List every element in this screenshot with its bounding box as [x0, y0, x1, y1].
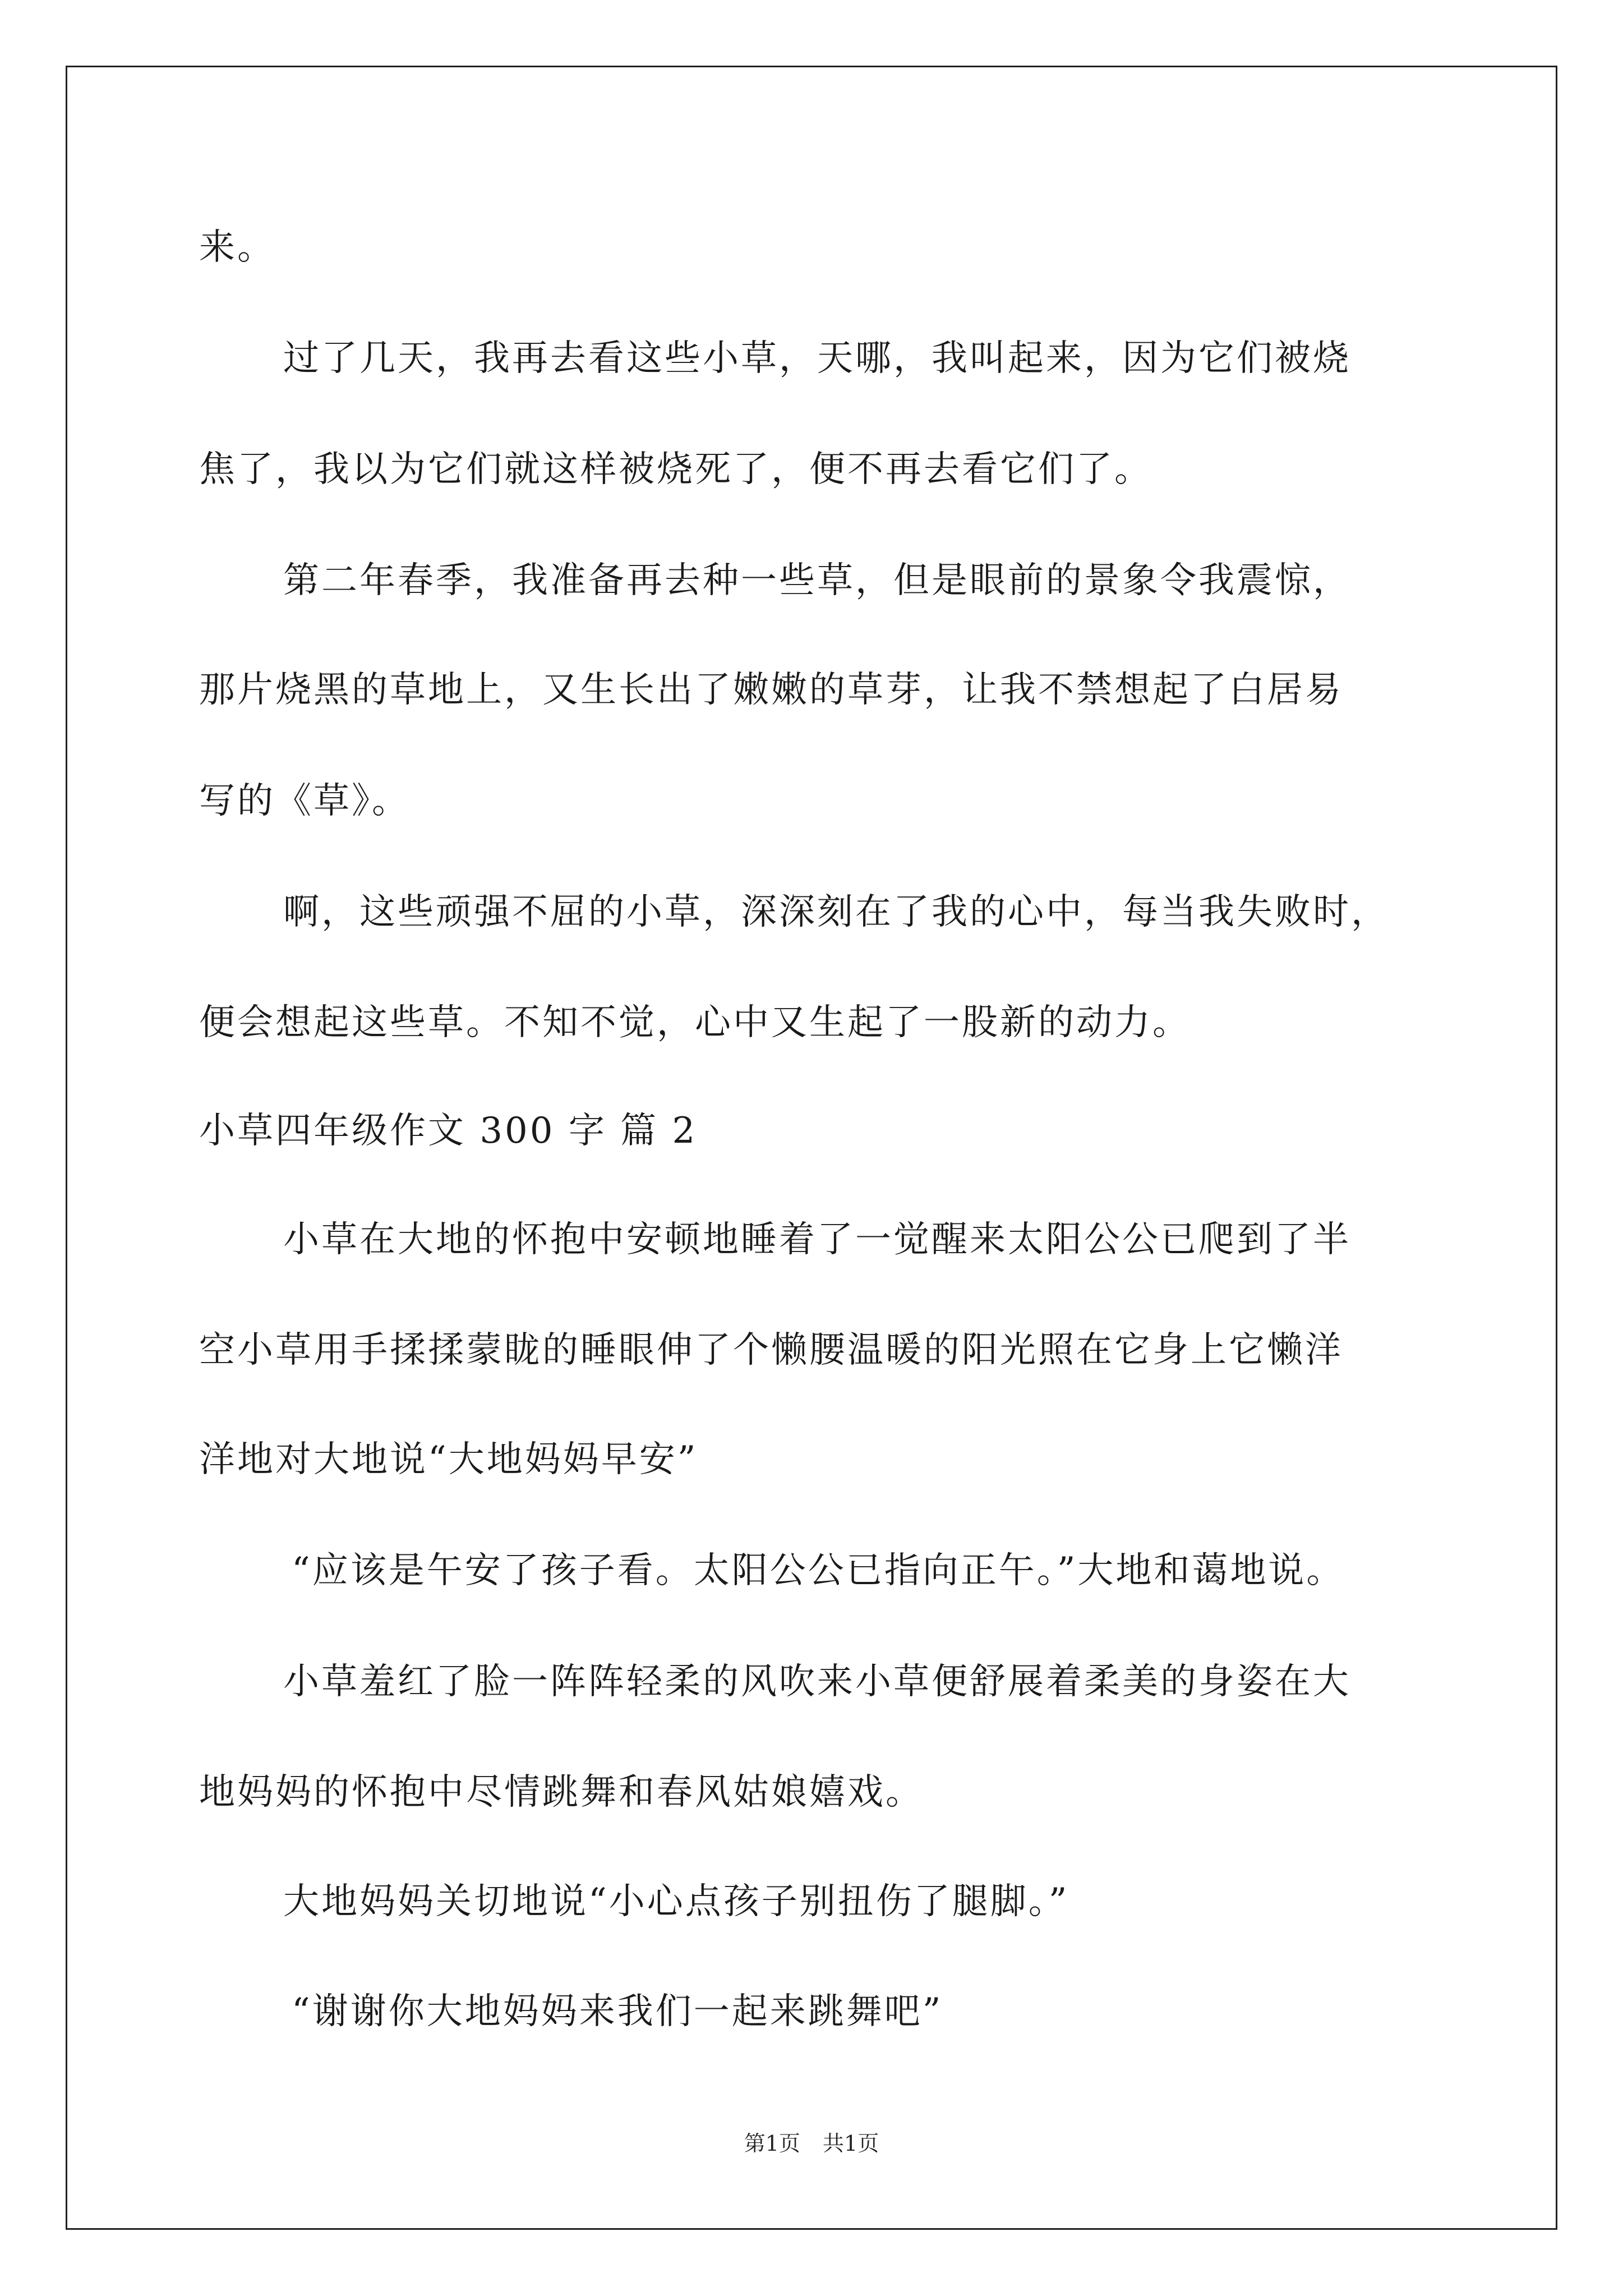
paragraph-line: 啊，这些顽强不屈的小草，深深刻在了我的心中，每当我失败时， — [283, 891, 1389, 933]
paragraph-line: “应该是午安了孩子看。太阳公公已指向正午。”大地和蔼地说。 — [292, 1550, 1345, 1591]
paragraph-line: 便会想起这些草。不知不觉，心中又生起了一股新的动力。 — [199, 1002, 1191, 1043]
page-number: 第1页 — [744, 2131, 800, 2156]
paragraph-line: 空小草用手揉揉蒙眬的睡眼伸了个懒腰温暖的阳光照在它身上它懒洋 — [199, 1329, 1343, 1371]
paragraph-line: 小草在大地的怀抱中安顿地睡着了一觉醒来太阳公公已爬到了半 — [283, 1219, 1351, 1260]
page-total: 共1页 — [823, 2131, 879, 2156]
paragraph-line: 小草羞红了脸一阵阵轻柔的风吹来小草便舒展着柔美的身姿在大 — [283, 1661, 1351, 1703]
paragraph-line: 地妈妈的怀抱中尽情跳舞和春风姑娘嬉戏。 — [199, 1772, 924, 1813]
paragraph-line: 那片烧黑的草地上，又生长出了嫩嫩的草芽，让我不禁想起了白居易 — [199, 669, 1343, 711]
page-footer — [0, 2129, 1623, 2157]
paragraph-line: 第二年春季，我准备再去种一些草，但是眼前的景象令我震惊， — [283, 560, 1351, 601]
paragraph-line: “谢谢你大地妈妈来我们一起来跳舞吧” — [292, 1991, 943, 2032]
paragraph-line: 过了几天，我再去看这些小草，天哪，我叫起来，因为它们被烧 — [283, 338, 1351, 379]
paragraph-line: 焦了，我以为它们就这样被烧死了，便不再去看它们了。 — [199, 449, 1152, 490]
paragraph-line: 来。 — [199, 227, 275, 268]
paragraph-line: 写的《草》。 — [199, 780, 410, 822]
paragraph-line: 洋地对大地说“大地妈妈早安” — [199, 1439, 698, 1480]
section-heading: 小草四年级作文 300 字 篇 2 — [199, 1110, 698, 1152]
paragraph-line: 大地妈妈关切地说“小心点孩子别扭伤了腿脚。” — [283, 1881, 1069, 1922]
